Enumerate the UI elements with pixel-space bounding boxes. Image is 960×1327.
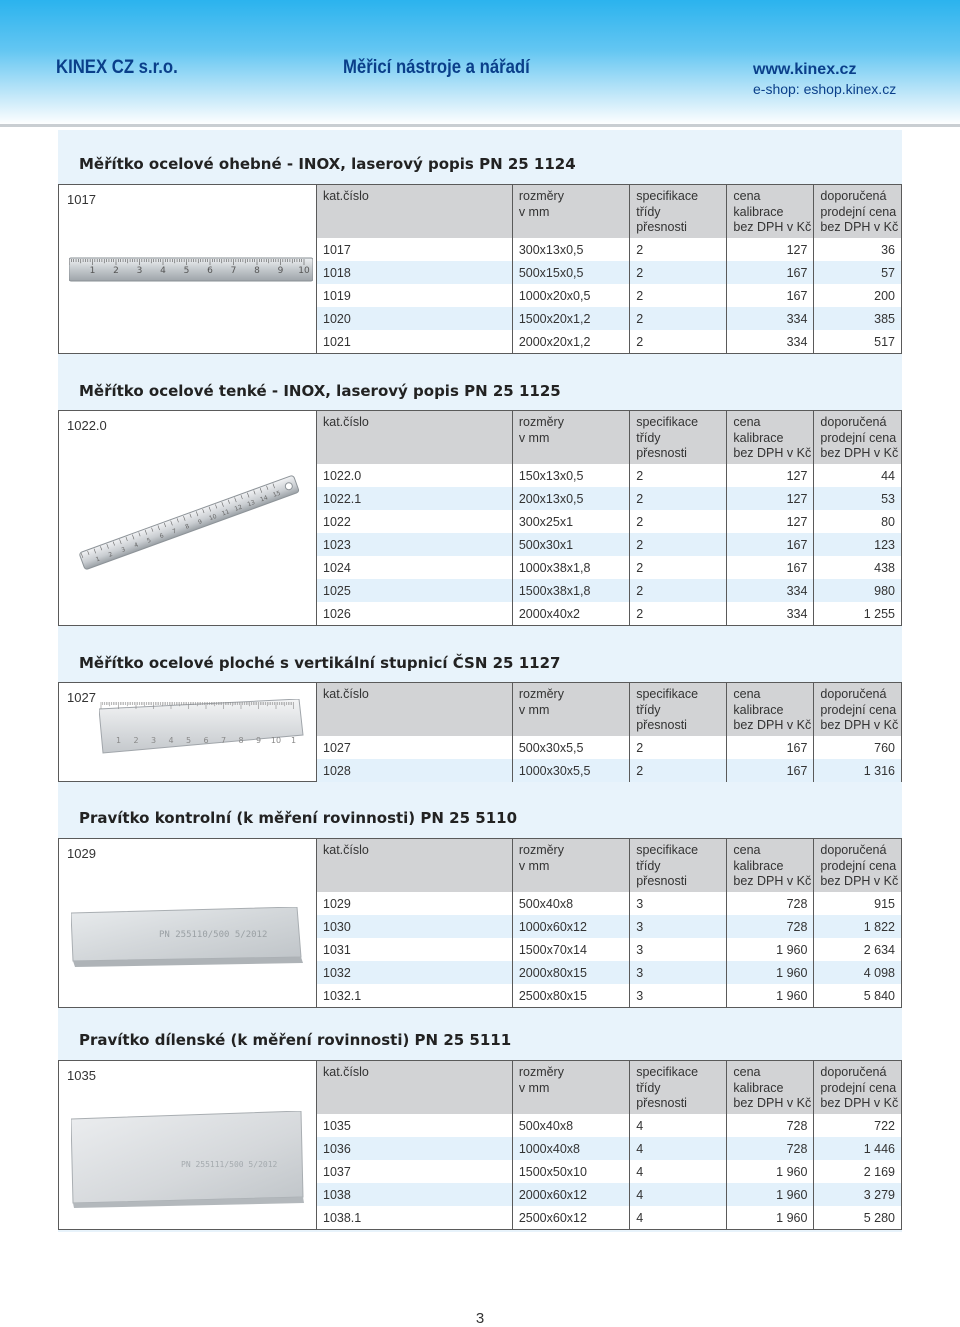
col-header-dim: rozměry v mm	[512, 185, 629, 238]
cell-spec: 4	[630, 1183, 727, 1206]
page-number: 3	[475, 1310, 485, 1327]
ruler-number: 9	[255, 736, 262, 745]
cell-spec: 2	[630, 759, 727, 782]
product-code: 1027	[67, 690, 96, 705]
cell-dim: 1500x20x1,2	[512, 307, 629, 330]
product-box	[58, 1060, 902, 1230]
ruler-number: 6	[158, 532, 165, 541]
straightedge-body	[71, 1111, 303, 1203]
cell-spec: 2	[630, 307, 727, 330]
cell-cal: 728	[727, 915, 814, 938]
cell-spec: 2	[630, 602, 727, 625]
table-row	[317, 510, 901, 533]
table-row	[317, 915, 901, 938]
cell-price: 80	[814, 510, 901, 533]
cell-spec: 2	[630, 579, 727, 602]
col-header-price: doporučená prodejní cena bez DPH v Kč	[814, 411, 901, 464]
cell-spec: 4	[630, 1206, 727, 1229]
cell-price: 760	[814, 736, 901, 759]
cell-spec: 3	[630, 961, 727, 984]
ruler-number: 5	[185, 736, 192, 745]
cell-spec: 2	[630, 487, 727, 510]
cell-price: 5 840	[814, 984, 901, 1007]
ruler-number: 5	[183, 266, 190, 276]
company-name: KINEX CZ s.r.o.	[56, 57, 178, 78]
col-header-price: doporučená prodejní cena bez DPH v Kč	[814, 839, 901, 892]
cell-cat: 1037	[317, 1160, 512, 1183]
ruler-number: 14	[259, 494, 269, 504]
cell-cal: 127	[727, 510, 814, 533]
table-row	[317, 487, 901, 510]
cell-cat: 1038	[317, 1183, 512, 1206]
cell-cat: 1022.1	[317, 487, 512, 510]
control-straightedge-image	[71, 907, 311, 969]
ruler-number: 5	[146, 536, 153, 545]
ruler-number: 10	[298, 266, 310, 276]
cell-cal: 167	[727, 556, 814, 579]
table-row	[317, 892, 901, 915]
cell-price: 1 822	[814, 915, 901, 938]
ruler-number: 1	[115, 736, 122, 745]
straightedge-engraving: PN 255111/500 5/2012	[181, 1160, 278, 1169]
cell-cat: 1018	[317, 261, 512, 284]
col-header-calibration: cena kalibrace bez DPH v Kč	[727, 1061, 814, 1114]
col-header-spec: specifikace třídy přesnosti	[630, 411, 727, 464]
cell-spec: 3	[630, 938, 727, 961]
cell-cat: 1020	[317, 307, 512, 330]
cell-price: 1 316	[814, 759, 901, 782]
section-title: Pravítko kontrolní (k měření rovinnosti) PN 25 5110	[79, 809, 518, 827]
ruler-number: 11	[220, 508, 231, 518]
product-table	[317, 683, 901, 782]
ruler-number: 2	[113, 266, 119, 276]
table-row	[317, 938, 901, 961]
table-row	[317, 1160, 901, 1183]
table-row	[317, 1183, 901, 1206]
cell-dim: 2000x20x1,2	[512, 330, 629, 353]
table-row	[317, 579, 901, 602]
ruler-number: 3	[120, 546, 127, 555]
cell-cal: 334	[727, 602, 814, 625]
ruler-number: 4	[133, 541, 140, 550]
cell-spec: 2	[630, 533, 727, 556]
cell-cal: 127	[727, 464, 814, 487]
cell-cat: 1022	[317, 510, 512, 533]
table-row	[317, 330, 901, 353]
ruler-number: 6	[203, 736, 209, 745]
cell-dim: 500x40x8	[512, 892, 629, 915]
table-row	[317, 1137, 901, 1160]
col-header-price: doporučená prodejní cena bez DPH v Kč	[814, 683, 901, 736]
cell-cat: 1023	[317, 533, 512, 556]
col-header-cat: kat.číslo	[317, 185, 512, 238]
ruler-number: 1	[94, 555, 101, 564]
ruler-number: 8	[184, 522, 191, 531]
cell-dim: 1500x50x10	[512, 1160, 629, 1183]
product-code: 1017	[67, 192, 96, 207]
col-header-dim: rozměry v mm	[512, 1061, 629, 1114]
cell-cal: 1 960	[727, 1183, 814, 1206]
cell-price: 200	[814, 284, 901, 307]
cell-cal: 127	[727, 487, 814, 510]
table-row	[317, 556, 901, 579]
table-row	[317, 602, 901, 625]
product-table	[317, 839, 901, 1007]
table-header-row	[317, 683, 901, 736]
cell-cat: 1027	[317, 736, 512, 759]
ruler-number: 15	[272, 489, 282, 499]
cell-dim: 2000x40x2	[512, 602, 629, 625]
product-box	[58, 682, 902, 782]
cell-cat: 1028	[317, 759, 512, 782]
company-tagline: Měřicí nástroje a nářadí	[343, 57, 530, 78]
cell-cat: 1036	[317, 1137, 512, 1160]
col-header-spec: specifikace třídy přesnosti	[630, 185, 727, 238]
cell-dim: 500x40x8	[512, 1114, 629, 1137]
cell-cat: 1025	[317, 579, 512, 602]
col-header-cat: kat.číslo	[317, 1061, 512, 1114]
table-row	[317, 307, 901, 330]
cell-price: 123	[814, 533, 901, 556]
cell-price: 3 279	[814, 1183, 901, 1206]
website-link[interactable]: www.kinex.cz	[753, 61, 857, 78]
table-row	[317, 464, 901, 487]
ruler-number: 13	[246, 498, 257, 509]
cell-spec: 2	[630, 736, 727, 759]
col-header-calibration: cena kalibrace bez DPH v Kč	[727, 411, 814, 464]
cell-cat: 1031	[317, 938, 512, 961]
cell-dim: 1500x70x14	[512, 938, 629, 961]
cell-cal: 1 960	[727, 1160, 814, 1183]
cell-dim: 200x13x0,5	[512, 487, 629, 510]
cell-price: 36	[814, 238, 901, 261]
cell-price: 4 098	[814, 961, 901, 984]
cell-price: 517	[814, 330, 901, 353]
product-code: 1029	[67, 846, 96, 861]
cell-price: 1 446	[814, 1137, 901, 1160]
ruler-number: 3	[136, 266, 143, 276]
cell-cat: 1030	[317, 915, 512, 938]
product-image-cell	[59, 1061, 317, 1229]
ruler-number: 10	[208, 512, 218, 523]
cell-cal: 167	[727, 736, 814, 759]
cell-dim: 1000x30x5,5	[512, 759, 629, 782]
table-header-row	[317, 839, 901, 892]
product-image-cell	[59, 683, 317, 781]
table-row	[317, 759, 901, 782]
section-title: Měřítko ocelové ohebné - INOX, laserový popis PN 25 1124	[79, 155, 576, 173]
ruler-number: 8	[238, 736, 244, 745]
flexible-ruler-image	[69, 257, 313, 283]
cell-cal: 167	[727, 261, 814, 284]
cell-cal: 127	[727, 238, 814, 261]
ruler-number: 7	[220, 736, 227, 745]
ruler-number: 4	[160, 266, 166, 276]
cell-cat: 1026	[317, 602, 512, 625]
cell-cal: 728	[727, 1114, 814, 1137]
cell-cal: 334	[727, 579, 814, 602]
product-table	[317, 1061, 901, 1229]
cell-cal: 1 960	[727, 938, 814, 961]
cell-dim: 2000x80x15	[512, 961, 629, 984]
cell-spec: 2	[630, 238, 727, 261]
ruler-number: 9	[277, 266, 284, 276]
ruler-number: 12	[233, 503, 244, 513]
cell-price: 915	[814, 892, 901, 915]
cell-price: 5 280	[814, 1206, 901, 1229]
product-image-cell	[59, 839, 317, 1007]
cell-cat: 1019	[317, 284, 512, 307]
cell-spec: 3	[630, 892, 727, 915]
cell-price: 2 169	[814, 1160, 901, 1183]
cell-dim: 1000x38x1,8	[512, 556, 629, 579]
section-title: Pravítko dílenské (k měření rovinnosti) PN 25 5111	[79, 1031, 512, 1049]
col-header-dim: rozměry v mm	[512, 839, 629, 892]
product-box	[58, 184, 902, 354]
cell-dim: 300x13x0,5	[512, 238, 629, 261]
cell-cal: 728	[727, 1137, 814, 1160]
cell-price: 53	[814, 487, 901, 510]
table-row	[317, 961, 901, 984]
cell-price: 980	[814, 579, 901, 602]
cell-spec: 4	[630, 1160, 727, 1183]
cell-dim: 300x25x1	[512, 510, 629, 533]
cell-cat: 1032	[317, 961, 512, 984]
cell-dim: 1000x60x12	[512, 915, 629, 938]
cell-spec: 2	[630, 284, 727, 307]
section-title: Měřítko ocelové ploché s vertikální stupnicí ČSN 25 1127	[79, 654, 561, 672]
cell-cat: 1024	[317, 556, 512, 579]
cell-cat: 1029	[317, 892, 512, 915]
table-row	[317, 736, 901, 759]
cell-spec: 4	[630, 1114, 727, 1137]
col-header-cat: kat.číslo	[317, 683, 512, 736]
cell-price: 438	[814, 556, 901, 579]
cell-spec: 2	[630, 556, 727, 579]
col-header-calibration: cena kalibrace bez DPH v Kč	[727, 839, 814, 892]
ruler-numbers	[95, 490, 282, 564]
ruler-number: 1	[89, 266, 96, 276]
table-row	[317, 984, 901, 1007]
table-header-row	[317, 411, 901, 464]
ruler-number: 1	[290, 736, 297, 745]
cell-cat: 1038.1	[317, 1206, 512, 1229]
section-title: Měřítko ocelové tenké - INOX, laserový popis PN 25 1125	[79, 382, 561, 400]
cell-cal: 167	[727, 533, 814, 556]
cell-spec: 4	[630, 1137, 727, 1160]
cell-price: 722	[814, 1114, 901, 1137]
cell-spec: 3	[630, 984, 727, 1007]
ruler-number: 7	[230, 266, 237, 276]
flat-ruler-image	[99, 699, 304, 755]
cell-cal: 728	[727, 892, 814, 915]
col-header-calibration: cena kalibrace bez DPH v Kč	[727, 683, 814, 736]
col-header-spec: specifikace třídy přesnosti	[630, 683, 727, 736]
col-header-dim: rozměry v mm	[512, 683, 629, 736]
product-image-cell	[59, 411, 317, 625]
ruler-number: 6	[207, 266, 213, 276]
cell-spec: 2	[630, 261, 727, 284]
table-row	[317, 284, 901, 307]
col-header-cat: kat.číslo	[317, 839, 512, 892]
table-row	[317, 533, 901, 556]
header-divider	[0, 124, 960, 127]
cell-dim: 150x13x0,5	[512, 464, 629, 487]
cell-dim: 2000x60x12	[512, 1183, 629, 1206]
cell-dim: 500x30x5,5	[512, 736, 629, 759]
cell-cal: 167	[727, 759, 814, 782]
cell-cat: 1022.0	[317, 464, 512, 487]
ruler-number: 9	[197, 518, 204, 527]
ruler-number: 2	[107, 550, 114, 559]
cell-cat: 1021	[317, 330, 512, 353]
col-header-spec: specifikace třídy přesnosti	[630, 1061, 727, 1114]
cell-spec: 2	[630, 464, 727, 487]
cell-cal: 1 960	[727, 984, 814, 1007]
eshop-link[interactable]: e-shop: eshop.kinex.cz	[753, 81, 897, 97]
cell-dim: 500x30x1	[512, 533, 629, 556]
table-row	[317, 1206, 901, 1229]
col-header-spec: specifikace třídy přesnosti	[630, 839, 727, 892]
product-table	[317, 411, 901, 625]
table-row	[317, 238, 901, 261]
straightedge-engraving: PN 255110/500 5/2012	[159, 930, 268, 940]
col-header-price: doporučená prodejní cena bez DPH v Kč	[814, 1061, 901, 1114]
cell-cal: 1 960	[727, 961, 814, 984]
table-row	[317, 261, 901, 284]
cell-dim: 1000x20x0,5	[512, 284, 629, 307]
cell-cal: 334	[727, 330, 814, 353]
cell-spec: 2	[630, 330, 727, 353]
workshop-straightedge-image	[71, 1111, 311, 1209]
product-code: 1035	[67, 1068, 96, 1083]
ruler-number: 10	[270, 736, 282, 745]
cell-cat: 1017	[317, 238, 512, 261]
cell-price: 2 634	[814, 938, 901, 961]
cell-dim: 2500x80x15	[512, 984, 629, 1007]
ruler-number: 7	[171, 527, 178, 536]
col-header-price: doporučená prodejní cena bez DPH v Kč	[814, 185, 901, 238]
product-code: 1022.0	[67, 418, 107, 433]
table-header-row	[317, 1061, 901, 1114]
cell-spec: 2	[630, 510, 727, 533]
cell-dim: 1500x38x1,8	[512, 579, 629, 602]
cell-price: 44	[814, 464, 901, 487]
col-header-calibration: cena kalibrace bez DPH v Kč	[727, 185, 814, 238]
cell-cat: 1032.1	[317, 984, 512, 1007]
product-table	[317, 185, 901, 353]
cell-cal: 167	[727, 284, 814, 307]
cell-price: 385	[814, 307, 901, 330]
cell-dim: 1000x40x8	[512, 1137, 629, 1160]
product-image-cell	[59, 185, 317, 353]
ruler-number: 8	[254, 266, 260, 276]
cell-cal: 334	[727, 307, 814, 330]
cell-price: 57	[814, 261, 901, 284]
product-box	[58, 838, 902, 1008]
ruler-number: 2	[133, 736, 139, 745]
table-row	[317, 1114, 901, 1137]
product-box	[58, 410, 902, 626]
cell-cat: 1035	[317, 1114, 512, 1137]
ruler-number: 4	[168, 736, 174, 745]
table-header-row	[317, 185, 901, 238]
cell-dim: 500x15x0,5	[512, 261, 629, 284]
col-header-dim: rozměry v mm	[512, 411, 629, 464]
cell-spec: 3	[630, 915, 727, 938]
ruler-number: 3	[150, 736, 157, 745]
thin-ruler-image	[69, 461, 309, 571]
col-header-cat: kat.číslo	[317, 411, 512, 464]
cell-dim: 2500x60x12	[512, 1206, 629, 1229]
cell-price: 1 255	[814, 602, 901, 625]
cell-cal: 1 960	[727, 1206, 814, 1229]
